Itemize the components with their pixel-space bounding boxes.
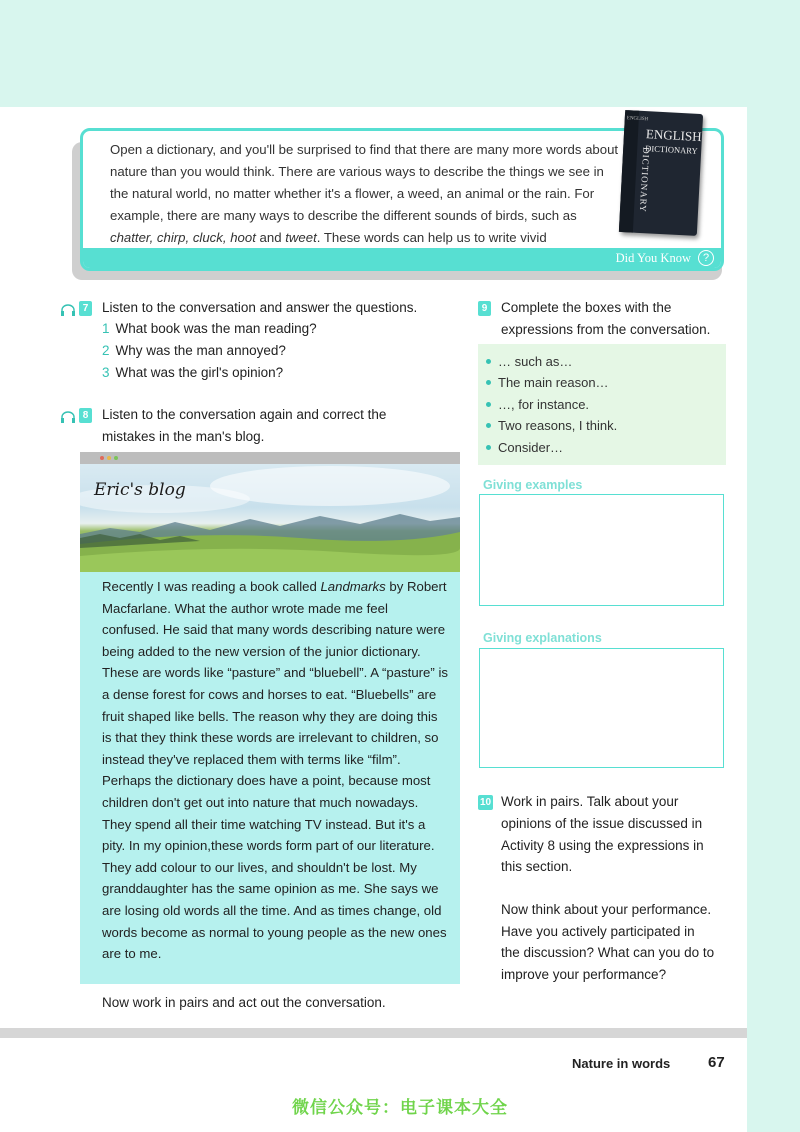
- dictionary-line1: ENGLISH: [645, 126, 702, 145]
- activity-10-line: Now think about your performance.: [501, 902, 712, 917]
- did-you-know-bar: [83, 248, 721, 268]
- activity-10-line: Have you actively participated in: [501, 924, 695, 939]
- activity-7-prompt: Listen to the conversation and answer the questions.: [102, 300, 418, 315]
- question-icon: ?: [698, 250, 714, 266]
- expression-item: Consider…: [498, 437, 563, 459]
- blog-title: Eric's blog: [94, 480, 186, 500]
- question-item: 1 What book was the man reading?: [102, 321, 317, 336]
- window-dot-icon: [100, 456, 104, 460]
- activity-9-prompt-line1: Complete the boxes with the: [501, 300, 672, 315]
- window-dot-icon: [107, 456, 111, 460]
- activity-10-line: Activity 8 using the expressions in: [501, 838, 704, 853]
- footer-unit-title: Nature in words: [572, 1056, 671, 1071]
- expression-item: …, for instance.: [498, 394, 589, 416]
- expression-item: The main reason…: [498, 372, 609, 394]
- right-band: [747, 107, 800, 1132]
- blog-panel: [80, 452, 460, 984]
- activity-10-line: improve your performance?: [501, 967, 667, 982]
- page-number: 67: [708, 1054, 725, 1071]
- activity-10-number: 10: [479, 797, 492, 808]
- dictionary-image: [619, 110, 703, 236]
- activity-10-line: this section.: [501, 859, 573, 874]
- activity-8-number: 8: [79, 408, 92, 423]
- wechat-watermark: 微信公众号：电子课本大全: [292, 1098, 508, 1117]
- window-dot-icon: [114, 456, 118, 460]
- expression-item: Two reasons, I think.: [498, 415, 617, 437]
- activity-9-prompt-line2: expressions from the conversation.: [501, 322, 711, 337]
- giving-examples-label: Giving examples: [483, 478, 583, 492]
- giving-examples-box[interactable]: [479, 494, 724, 606]
- expression-item: … such as…: [498, 351, 572, 373]
- activity-10-line: the discussion? What can you do to: [501, 945, 715, 960]
- giving-explanations-label: Giving explanations: [483, 631, 602, 645]
- question-item: 2 Why was the man annoyed?: [102, 343, 286, 358]
- did-you-know-label: Did You Know: [615, 251, 691, 265]
- dictionary-spine-text: DICTIONARY: [637, 146, 652, 213]
- dictionary-line2: DICTIONARY: [645, 143, 698, 156]
- expressions-box: [478, 344, 726, 465]
- activity-8-prompt-line1: Listen to the conversation again and correct the: [102, 407, 387, 422]
- bullet-icon: [486, 423, 491, 428]
- giving-explanations-box[interactable]: [479, 648, 724, 768]
- activity-8-outro: Now work in pairs and act out the conversation.: [102, 995, 386, 1010]
- did-you-know-text: Open a dictionary, and you'll be surprised to find that there are many more words about nature than you would think. There are various ways to describe the things we see in the natural world, no matter whether it's a flower, a weed, an animal or the rain. For example, there are many ways to describe the different sounds of birds, such as chatter, chirp, cluck, hoot and tweet. These words can help us to write vivid: [110, 142, 619, 245]
- activity-7-number: 7: [79, 301, 92, 316]
- bullet-icon: [486, 445, 491, 450]
- blog-text: Recently I was reading a book called Landmarks by Robert Macfarlane. What the author wrote made me feel confused. He said that many words describing nature were being added to the new version of the junior dictionary. These are words like “pasture” and “bluebell”. A “pasture” is a dense forest for cows and horses to eat. “Bluebells” are fruit shaped like bells. The reason why they are doing this is that they think these words are irrelevant to children, so instead they've replaced them with terms like “film”. Perhaps the dictionary does have a point, because most children don't get out into nature that much nowadays. They spend all their time watching TV instead. But it's a pity. In my opinion,these words form part of our literature. They add colour to our lives, and shouldn't be lost. My granddaughter has the same opinion as me. She says we are losing old words all the time. And as times change, old words become as normal to young people as the new ones are to me.: [102, 579, 448, 962]
- activity-8-prompt-line2: mistakes in the man's blog.: [102, 429, 265, 444]
- dictionary-title: [645, 127, 702, 158]
- bottom-rule: [0, 1028, 747, 1038]
- landscape-image: [80, 464, 460, 572]
- activity-10-line: Work in pairs. Talk about your: [501, 794, 679, 809]
- blog-window-bar: [80, 452, 460, 464]
- activity-10-line: opinions of the issue discussed in: [501, 816, 703, 831]
- top-band: [0, 0, 800, 107]
- dictionary-small-label: ENGLISH: [626, 116, 649, 123]
- bullet-icon: [486, 359, 491, 364]
- bullet-icon: [486, 380, 491, 385]
- headphones-icon: [60, 411, 76, 423]
- headphones-icon: [60, 304, 76, 316]
- bullet-icon: [486, 402, 491, 407]
- activity-9-number: 9: [478, 301, 491, 316]
- question-item: 3 What was the girl's opinion?: [102, 365, 284, 380]
